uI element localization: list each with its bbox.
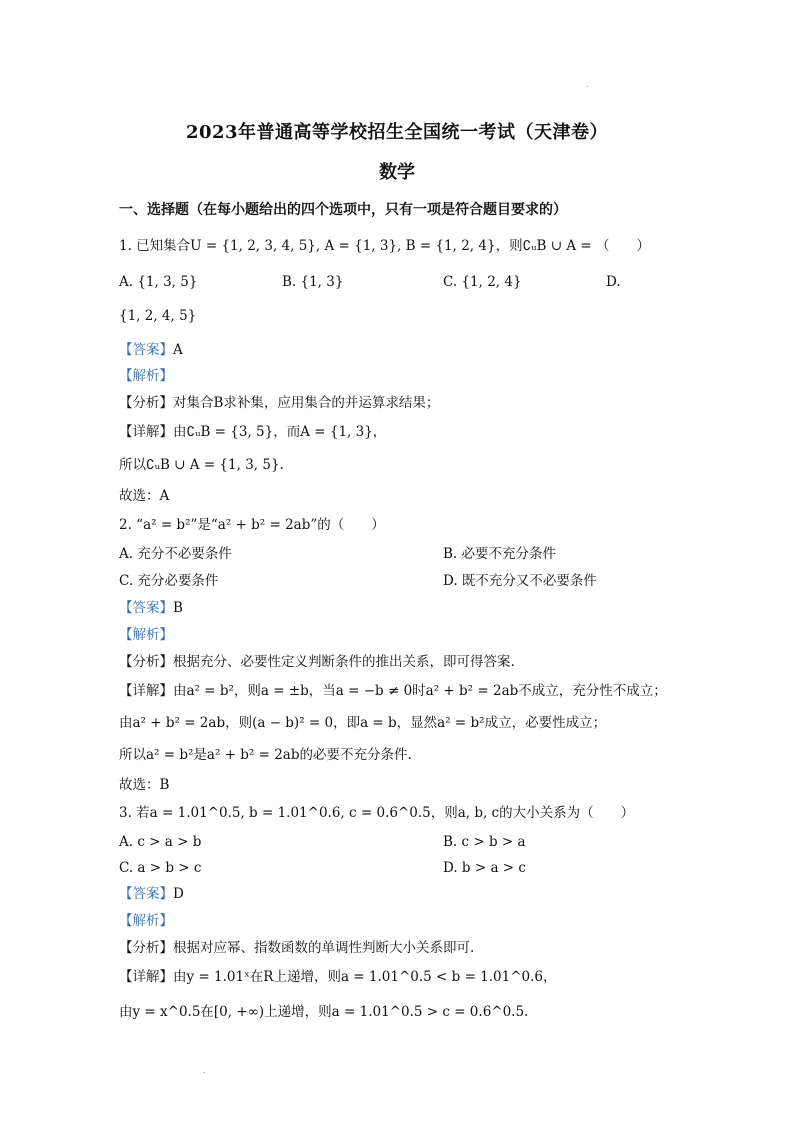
q2-option-d: D. 既不充分又不必要条件 [443,573,597,589]
q2-detail-2: 由a² + b² = 2ab，则(a − b)² = 0，即a = b，显然a² = b²成立，必要性成立； [119,715,607,731]
q3-analysis-tag [119,911,173,931]
q2-answer: B [173,600,183,616]
q1-option-d: D. [606,274,621,290]
analysis-tag: 【解析】 [119,368,173,384]
q1-detail-1: 由∁ᵤB = {3, 5}，而A = {1, 3}， [173,424,387,440]
q2-detail-1: 由a² = b²，则a = ±b，当a = −b ≠ 0时a² + b² = 2ab不成立，充分性不成立； [173,683,667,699]
q2-analysis-tag [119,625,173,645]
q2-option-c: C. 充分必要条件 [119,573,219,589]
header-mark: . [586,80,589,89]
q1-detail-2: 所以∁ᵤB ∪ A = {1, 3, 5}. [119,457,284,473]
answer-tag: 【答案】 [119,600,173,616]
q3-option-d: D. b > a > c [443,860,526,876]
q3-answer: D [173,886,184,902]
q2-conclusion: 故选：B [119,777,170,793]
q3-detail-line [119,967,557,987]
page-title: 2023年普通高等学校招生全国统一考试（天津卷） [185,122,609,143]
q1-conclusion: 故选：A [119,488,170,504]
fenxi-tag: 【分析】 [119,654,173,670]
q3-stem: 3. 若a = 1.01^0.5, b = 1.01^0.6, c = 0.6^0.5，则a, b, c的大小关系为（ ） [119,805,635,821]
q3-answer-line [119,884,184,904]
analysis-tag: 【解析】 [119,913,173,929]
q2-detail-line [119,681,667,701]
q1-answer: A [173,342,183,358]
fenxi-tag: 【分析】 [119,395,173,411]
q2-stem: 2. “a² = b²”是“a² + b² = 2ab”的（ ） [119,517,385,533]
detail-tag: 【详解】 [119,424,173,440]
section-heading: 一、选择题（在每小题给出的四个选项中，只有一项是符合题目要求的） [119,202,567,218]
subject-title: 数学 [379,162,415,183]
answer-tag: 【答案】 [119,886,173,902]
q3-option-a: A. c > a > b [119,834,202,850]
q3-option-b: B. c > b > a [443,834,526,850]
detail-tag: 【详解】 [119,969,173,985]
footer-mark: . [203,1066,206,1075]
q1-answer-line [119,340,183,360]
q2-fenxi-line [119,652,515,672]
q3-fenxi: 根据对应幂、指数函数的单调性判断大小关系即可. [173,940,475,956]
q2-fenxi: 根据充分、必要性定义判断条件的推出关系，即可得答案. [173,654,515,670]
q1-detail-line [119,422,386,442]
q3-detail-1: 由y = 1.01ˣ在R上递增，则a = 1.01^0.5 < b = 1.01^0.6， [173,969,557,985]
answer-tag: 【答案】 [119,342,173,358]
q2-answer-line [119,598,183,618]
q1-stem: 1. 已知集合U = {1, 2, 3, 4, 5}, A = {1, 3}, B = {1, 2, 4}，则∁ᵤB ∪ A = （ ） [119,238,651,254]
q3-option-c: C. a > b > c [119,860,202,876]
detail-tag: 【详解】 [119,683,173,699]
q2-option-a: A. 充分不必要条件 [119,546,232,562]
q1-fenxi-line [119,393,439,413]
q1-fenxi: 对集合B求补集，应用集合的并运算求结果； [173,395,440,411]
fenxi-tag: 【分析】 [119,940,173,956]
q1-option-c: C. {1, 2, 4} [443,274,522,290]
q1-option-a: A. {1, 3, 5} [119,274,198,290]
q2-detail-3: 所以a² = b²是a² + b² = 2ab的必要不充分条件. [119,747,412,763]
analysis-tag: 【解析】 [119,627,173,643]
q3-fenxi-line [119,938,474,958]
q1-option-b: B. {1, 3} [282,274,344,290]
q2-option-b: B. 必要不充分条件 [443,546,557,562]
q1-option-d-cont: {1, 2, 4, 5} [119,308,197,324]
q3-detail-2: 由y = x^0.5在[0, +∞)上递增，则a = 1.01^0.5 > c = 0.6^0.5. [119,1004,529,1020]
q1-analysis-tag [119,366,173,386]
